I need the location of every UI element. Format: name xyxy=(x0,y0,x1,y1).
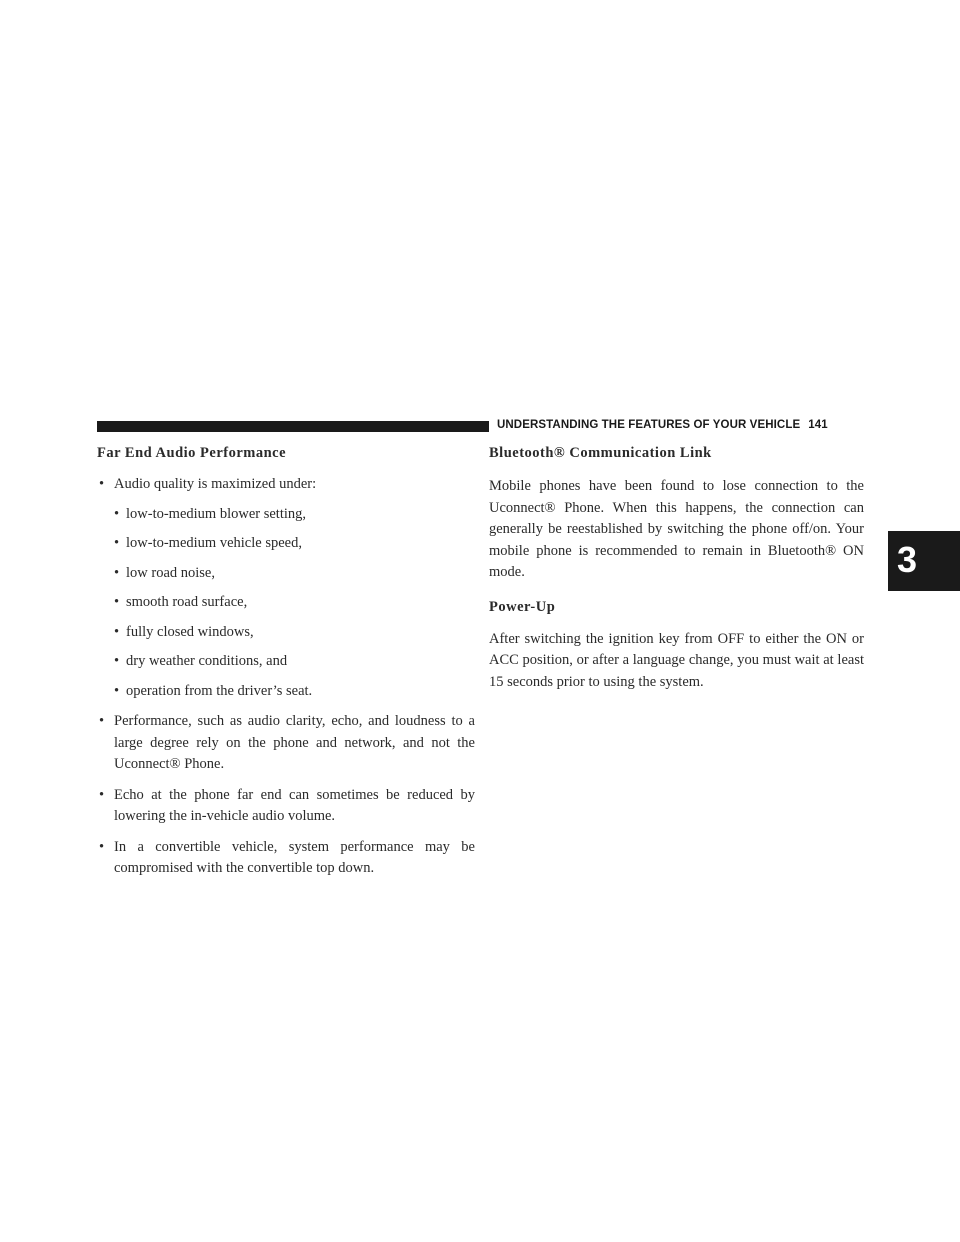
section-heading: Bluetooth® Communication Link xyxy=(489,445,712,461)
sub-bullet-list xyxy=(114,504,475,703)
sub-list-item: • smooth road surface, xyxy=(114,592,475,614)
bullet-list xyxy=(97,474,475,880)
sub-list-item: • fully closed windows, xyxy=(114,622,475,644)
sub-list-item: • low-to-medium blower setting, xyxy=(114,504,475,526)
list-item-text: • Audio quality is maximized under: xyxy=(114,476,317,492)
section-body: Mobile phones have been found to lose connection to the Uconnect® Phone. When this happens, the connection can generally be reestablished by switching the phone off/on. Your mobile phone is recommended to remain in Bluetooth® ON mode. xyxy=(489,478,864,580)
sub-list-item: • low road noise, xyxy=(114,563,475,585)
list-item xyxy=(97,711,475,776)
section-heading: Power-Up xyxy=(489,598,556,615)
list-item-text: • Performance, such as audio clarity, echo, and loudness to a large degree rely on the phone and network, and not the Uconnect® Phone. xyxy=(114,713,475,772)
list-item-text: • Echo at the phone far end can sometimes be reduced by lowering the in-vehicle audio volume. xyxy=(114,786,475,824)
running-header xyxy=(497,419,828,431)
list-item xyxy=(97,785,475,828)
chapter-tab xyxy=(888,531,960,591)
page-number: 141 xyxy=(808,419,828,431)
section-body: After switching the ignition key from OFF to either the ON or ACC position, or after a language change, you must wait at least 15 seconds prior to using the system. xyxy=(489,630,864,690)
list-item-text: • In a convertible vehicle, system performance may be compromised with the convertible top down. xyxy=(114,838,475,876)
sub-list-item: • low-to-medium vehicle speed, xyxy=(114,533,475,555)
right-column xyxy=(489,442,864,693)
left-column xyxy=(97,442,475,880)
section-heading: Far End Audio Performance xyxy=(97,445,287,461)
list-item xyxy=(97,837,475,880)
chapter-number: 3 xyxy=(897,539,918,580)
sub-list-item: • dry weather conditions, and xyxy=(114,651,475,673)
header-title: UNDERSTANDING THE FEATURES OF YOUR VEHICLE xyxy=(497,419,801,431)
header-rule xyxy=(97,421,489,432)
sub-list-item: • operation from the driver’s seat. xyxy=(114,681,475,703)
list-item xyxy=(97,474,475,702)
